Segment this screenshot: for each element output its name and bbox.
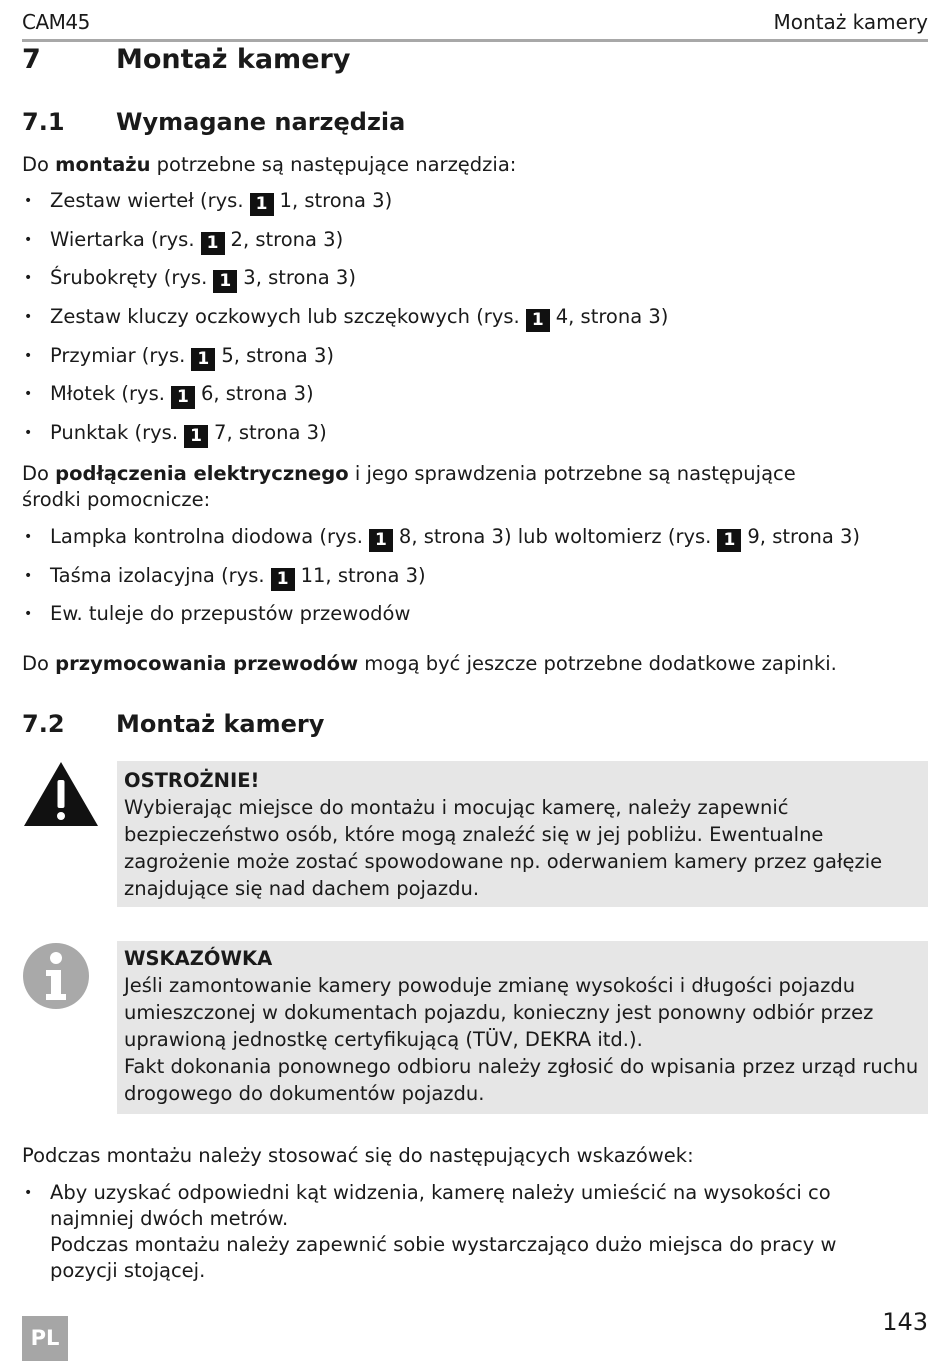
figure-ref-badge: 1 [526,309,550,332]
header-section: Montaż kamery [773,10,928,34]
text: 1, strona 3) [279,189,393,212]
header-product: CAM45 [22,10,90,34]
info-circle-icon [22,942,90,1010]
text: 6, strona 3) [200,382,314,406]
page-header [22,8,928,42]
section-heading-7-1 [22,108,405,136]
figure-ref-badge: 1 [271,568,295,591]
bold-text: montażu [55,153,151,176]
text: Punktak (rys. [50,421,179,445]
list-item [22,304,890,332]
electrical-aids-list [22,524,890,627]
text: potrzebne są następujące narzędzia: [150,153,517,176]
text: 8, strona 3) lub woltomierz (rys. [398,525,712,548]
text: 2, strona 3) [230,227,344,251]
text: 9, strona 3) [747,525,861,548]
text: 3, strona 3) [243,266,356,290]
text: Wiertarka (rys. [50,227,195,251]
text: 4, strona 3) [555,305,669,329]
chapter-title: Montaż kamery [116,44,351,75]
list-item [22,188,890,216]
text: Do [22,462,56,485]
figure-ref-badge: 1 [201,232,225,255]
section-number: 7.1 [22,108,65,136]
caution-title: OSTROŻNIE! [124,769,260,792]
instruction-text: • Aby uzyskać odpowiedni kąt widzenia, kamerę należy umieścić na wysokości co najmniej dwóch metrów. [50,1181,831,1230]
list-item [22,227,890,255]
list-item [22,524,890,552]
list-item [22,601,890,627]
list-item [22,343,890,371]
bold-text: przymocowania przewodów [55,652,359,675]
bold-text: podłączenia elektrycznego [55,462,349,485]
instructions-intro: Podczas montażu należy stosować się do następujących wskazówek: [22,1144,694,1167]
section-title: Wymagane narzędzia [116,108,406,136]
caution-text: Wybierając miejsce do montażu i mocując kamerę, należy zapewnić bezpieczeństwo osób, które mogą znaleźć się w jej pobliżu. Ewentualne zagrożenie może zostać spowodowane np. oderwaniem kamery przez gałęzie znajdujące się nad dachem pojazdu. [124,796,883,900]
list-item [22,420,890,448]
text: Do [22,652,56,675]
section-heading-7-2 [22,710,324,738]
hint-text-2: Fakt dokonania ponownego odbioru należy zgłosić do wpisania przez urząd ruchu drogowego do dokumentów pojazdu. [124,1055,919,1105]
text: Ew. tuleje do przepustów przewodów [50,602,411,626]
language-badge: PL [22,1316,68,1361]
text: Młotek (rys. [50,382,165,406]
text: mogą być jeszcze potrzebne dodatkowe zapinki. [358,652,837,675]
text: Taśma izolacyjna (rys. [50,563,265,587]
electrical-intro [22,461,850,513]
figure-ref-badge: 1 [191,348,215,371]
text: 11, strona 3) [300,563,426,587]
list-item [22,265,890,293]
list-item [22,1180,910,1284]
hint-title: WSKAZÓWKA [124,947,273,970]
figure-ref-badge: 1 [184,425,208,448]
cable-fixing-note [22,651,910,677]
text: Lampka kontrolna diodowa (rys. [50,525,363,548]
warning-triangle-icon [22,760,100,828]
list-item [22,563,890,591]
chapter-heading [22,44,350,75]
instructions-list [22,1180,910,1284]
text: Przymiar (rys. [50,343,186,367]
hint-box [117,941,928,1114]
figure-ref-badge: 1 [250,193,274,216]
text: 5, strona 3) [221,343,334,367]
chapter-number: 7 [22,44,41,75]
section-title: Montaż kamery [116,710,325,738]
tools-intro [22,152,850,178]
caution-box [117,761,928,907]
text: Śrubokręty (rys. [50,266,208,290]
text: Zestaw kluczy oczkowych lub szczękowych (rys. [50,305,520,329]
section-number: 7.2 [22,710,65,738]
figure-ref-badge: 1 [213,270,237,293]
figure-ref-badge: 1 [369,529,393,552]
text: Zestaw wierteł (rys. [50,189,244,212]
list-item [22,381,890,409]
figure-ref-badge: 1 [171,386,195,409]
tools-list [22,188,890,448]
figure-ref-badge: 1 [717,529,741,552]
instruction-text: Podczas montażu należy zapewnić sobie wystarczająco dużo miejsca do pracy w pozycji stojącej. [50,1233,837,1282]
page-number: 143 [882,1308,928,1336]
text: i jego sprawdzenia potrzebne są następujące środki pomocnicze: [22,462,796,511]
text: Do [22,153,56,176]
hint-text-1: Jeśli zamontowanie kamery powoduje zmianę wysokości i długości pojazdu umieszczonej w dokumentach pojazdu, konieczny jest ponowny odbiór przez uprawioną jednostkę certyfikującą (TÜV, DEKRA itd.). [124,974,874,1051]
text: 7, strona 3) [214,421,327,445]
